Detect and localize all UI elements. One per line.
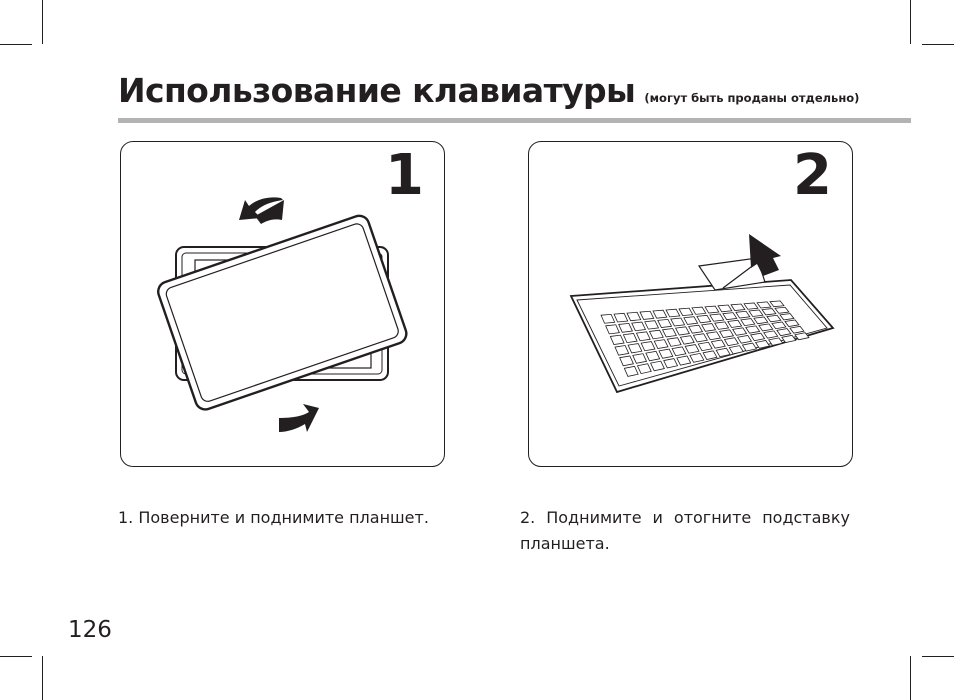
- title-main: Использование клавиатуры: [118, 71, 636, 110]
- crop-mark: [42, 656, 43, 700]
- page-title: [118, 71, 918, 110]
- step-number: 1: [385, 143, 424, 208]
- step-2-caption: 2. Поднимите и отогните подставку планшета.: [520, 508, 850, 553]
- crop-mark: [0, 656, 32, 657]
- crop-mark: [910, 656, 911, 700]
- crop-mark: [922, 44, 954, 45]
- step-1-panel: [120, 141, 445, 467]
- crop-mark: [922, 656, 954, 657]
- page-number: 126: [68, 617, 112, 643]
- step-2-panel: [528, 141, 853, 467]
- crop-mark: [0, 44, 32, 45]
- crop-mark: [910, 0, 911, 44]
- title-rule: [118, 118, 911, 123]
- crop-mark: [42, 0, 43, 44]
- step-1-caption: 1. Поверните и поднимите планшет.: [118, 508, 429, 527]
- step-number: 2: [793, 143, 832, 208]
- title-subtitle: (могут быть проданы отдельно): [644, 91, 860, 105]
- rotate-arrow-icon: [239, 197, 284, 224]
- rotate-arrow-icon: [279, 404, 319, 432]
